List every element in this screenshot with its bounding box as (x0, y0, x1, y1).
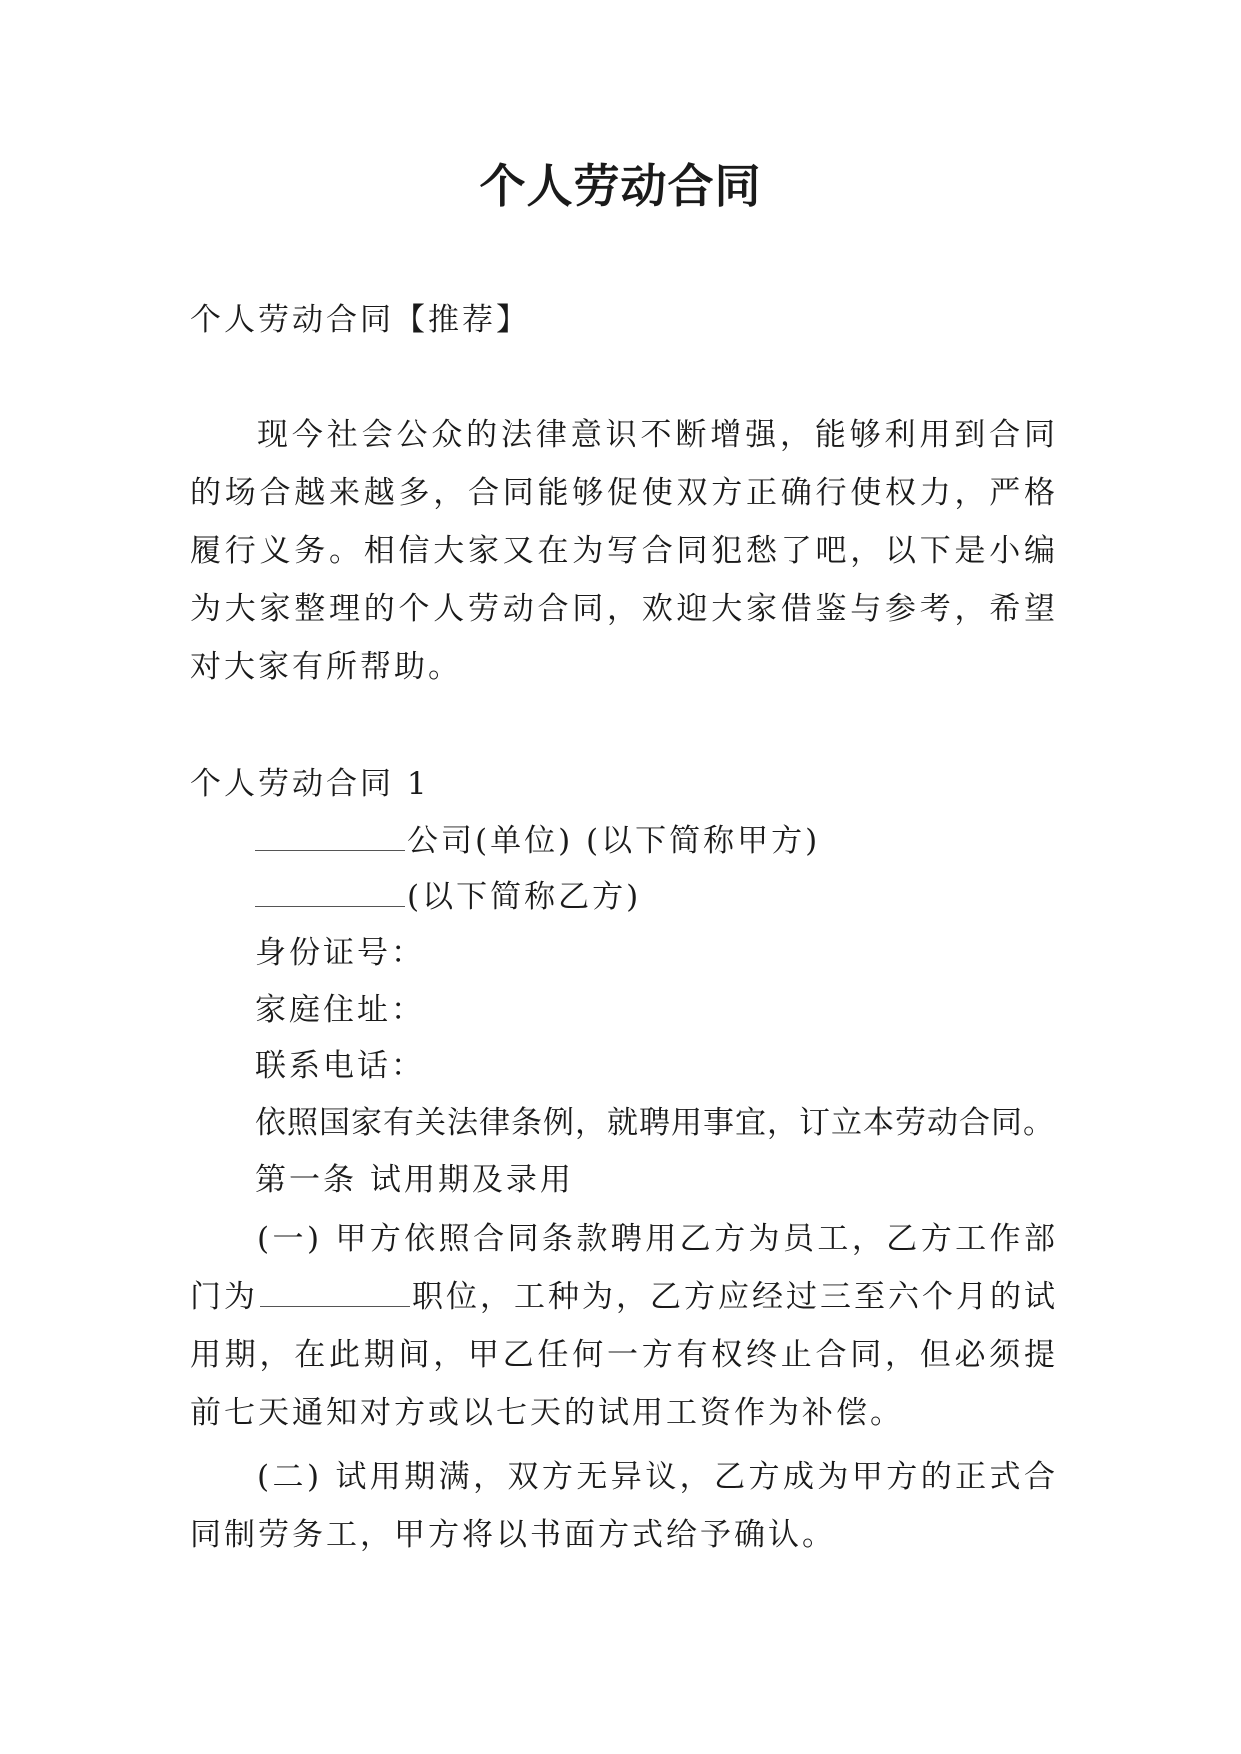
party-a-suffix: 公司(单位) (以下简称甲方) (407, 823, 821, 859)
party-b-blank (255, 876, 405, 907)
document-title: 个人劳动合同 (479, 159, 762, 213)
clause-1-prefix: (一) 甲方依照合同条款聘用乙方为员工，乙方工作部门为 (190, 1221, 1058, 1315)
clause-1-suffix: 职位，工种为，乙方应经过三至六个月的试用期，在此期间，甲乙任何一方有权终止合同，但必须提前七天通知对方或以七天的试用工资作为补偿。 (190, 1279, 1058, 1431)
party-b-suffix: (以下简称乙方) (407, 879, 642, 915)
clause-1-blank (260, 1276, 410, 1307)
clause-2-paragraph: (二) 试用期满，双方无异议，乙方成为甲方的正式合同制劳务工，甲方将以书面方式给予确认。 (190, 1459, 1058, 1553)
basis-statement: 依照国家有关法律条例，就聘用事宜，订立本劳动合同。 (255, 1105, 1055, 1141)
party-a-blank (255, 820, 405, 851)
phone-label: 联系电话： (255, 1048, 425, 1084)
section-heading: 个人劳动合同 1 (190, 766, 430, 802)
article-1-heading: 第一条 试用期及录用 (255, 1162, 574, 1198)
address-label: 家庭住址： (255, 992, 425, 1028)
party-a-line (255, 820, 820, 861)
intro-paragraph: 现今社会公众的法律意识不断增强，能够利用到合同的场合越来越多，合同能够促使双方正确行使权力，严格履行义务。相信大家又在为写合同犯愁了吧，以下是小编为大家整理的个人劳动合同，欢迎大家借鉴与参考，希望对大家有所帮助。 (190, 417, 1058, 685)
document-subtitle: 个人劳动合同【推荐】 (190, 302, 530, 338)
id-number-label: 身份证号： (255, 935, 425, 971)
clause-1-paragraph (190, 1210, 1058, 1442)
party-b-line (255, 876, 641, 917)
